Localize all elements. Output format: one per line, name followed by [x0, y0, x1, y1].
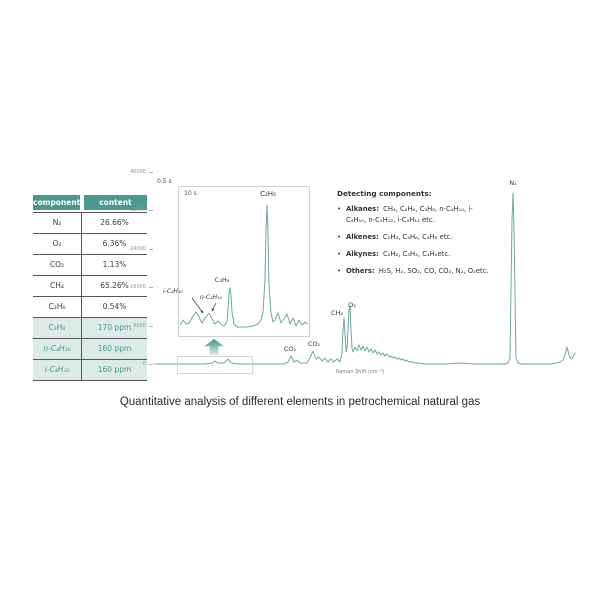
peak-label-o2: O₂: [348, 301, 356, 309]
y-axis-tick-label: 32000: [130, 207, 146, 213]
peak-label-ch4: CH₄: [330, 309, 344, 317]
content-cell: 170 ppm: [97, 323, 132, 332]
content-cell: 1.13%: [102, 260, 127, 269]
bullet-marker: •: [337, 249, 342, 258]
bullet-formulas: H₂S, H₂, SO₂, CO, CO₂, N₂, O₂etc.: [378, 266, 489, 275]
content-cell: 0.54%: [102, 302, 127, 311]
bullet-marker: •: [337, 266, 342, 275]
bullet-category: Alkynes:: [346, 249, 379, 258]
content-cell: 26.66%: [100, 218, 129, 227]
detecting-components-panel: [337, 189, 489, 283]
bullet-item: [337, 204, 489, 225]
inset-spectrum-line: [180, 205, 307, 327]
content-cell: 65.26%: [100, 281, 129, 290]
y-axis-tick-label: 24000: [130, 246, 146, 252]
peak-label-co2-2: CO₂: [307, 340, 321, 348]
bullet-item: [337, 266, 489, 277]
peak-label-c2h6: C₂H₆: [260, 190, 276, 198]
bullet-item: [337, 249, 489, 260]
bullet-item: [337, 232, 489, 243]
component-cell: i-C₄H₁₀: [33, 360, 82, 380]
bullet-marker: •: [337, 232, 342, 241]
component-cell: CH₄: [33, 276, 82, 296]
exposure-time-label-main: 0.5 s: [157, 178, 172, 185]
zoom-region-box: [177, 356, 253, 374]
peak-label-c3h8: C₃H₈: [214, 276, 230, 284]
content-cell: 160 ppm: [97, 344, 132, 353]
bullet-category: Alkanes:: [346, 205, 379, 213]
bullet-marker: •: [337, 205, 342, 213]
component-cell: C₂H₆: [33, 297, 82, 317]
y-axis-tick-label: 8000: [133, 323, 146, 329]
peak-label-co2-1: CO₂: [283, 345, 297, 353]
exposure-time-label-inset: 10 s: [184, 190, 197, 197]
x-axis-label: Raman Shift (cm⁻¹): [336, 369, 385, 375]
peak-label-n2: N₂: [509, 179, 517, 187]
bullet-category: Others:: [346, 266, 375, 275]
component-cell: N₂: [33, 213, 82, 233]
content-cell: 160 ppm: [97, 365, 132, 374]
detecting-title: Detecting components:: [337, 189, 432, 198]
component-cell: n-C₄H₁₀: [33, 339, 82, 359]
bullet-formulas: C₂H₂, C₃H₄, C₄H₆etc.: [382, 249, 451, 258]
component-cell: CO₂: [33, 255, 82, 275]
bullet-category: Alkenes:: [346, 232, 379, 241]
peak-label-i-c4h10: i-C₄H₁₀: [163, 288, 183, 295]
y-axis-tick-label: 0: [142, 361, 146, 367]
component-cell: O₂: [33, 234, 82, 254]
component-cell: C₃H₈: [33, 318, 82, 338]
content-cell: 6.36%: [102, 239, 127, 248]
figure-caption: Quantitative analysis of different elements in petrochemical natural gas: [119, 396, 481, 408]
bullet-formulas: CH₄, C₂H₆, C₃H₈, n-C₄H₁₀, i-C₄H₁₀, n-C₅H₁₂, i-C₅H₁₂ etc.: [346, 205, 473, 224]
table-header-content: content: [84, 195, 147, 210]
bullet-formulas: C₂H₄, C₃H₆, C₄H₈ etc.: [382, 232, 453, 241]
annotation-arrow-n-c4h10: [212, 303, 216, 311]
y-axis-tick-label: 40000: [130, 169, 146, 175]
peak-label-n-c4h10: n-C₄H₁₀: [200, 294, 222, 301]
y-axis-tick-label: 16000: [130, 284, 146, 290]
table-header-component: component: [33, 195, 80, 210]
